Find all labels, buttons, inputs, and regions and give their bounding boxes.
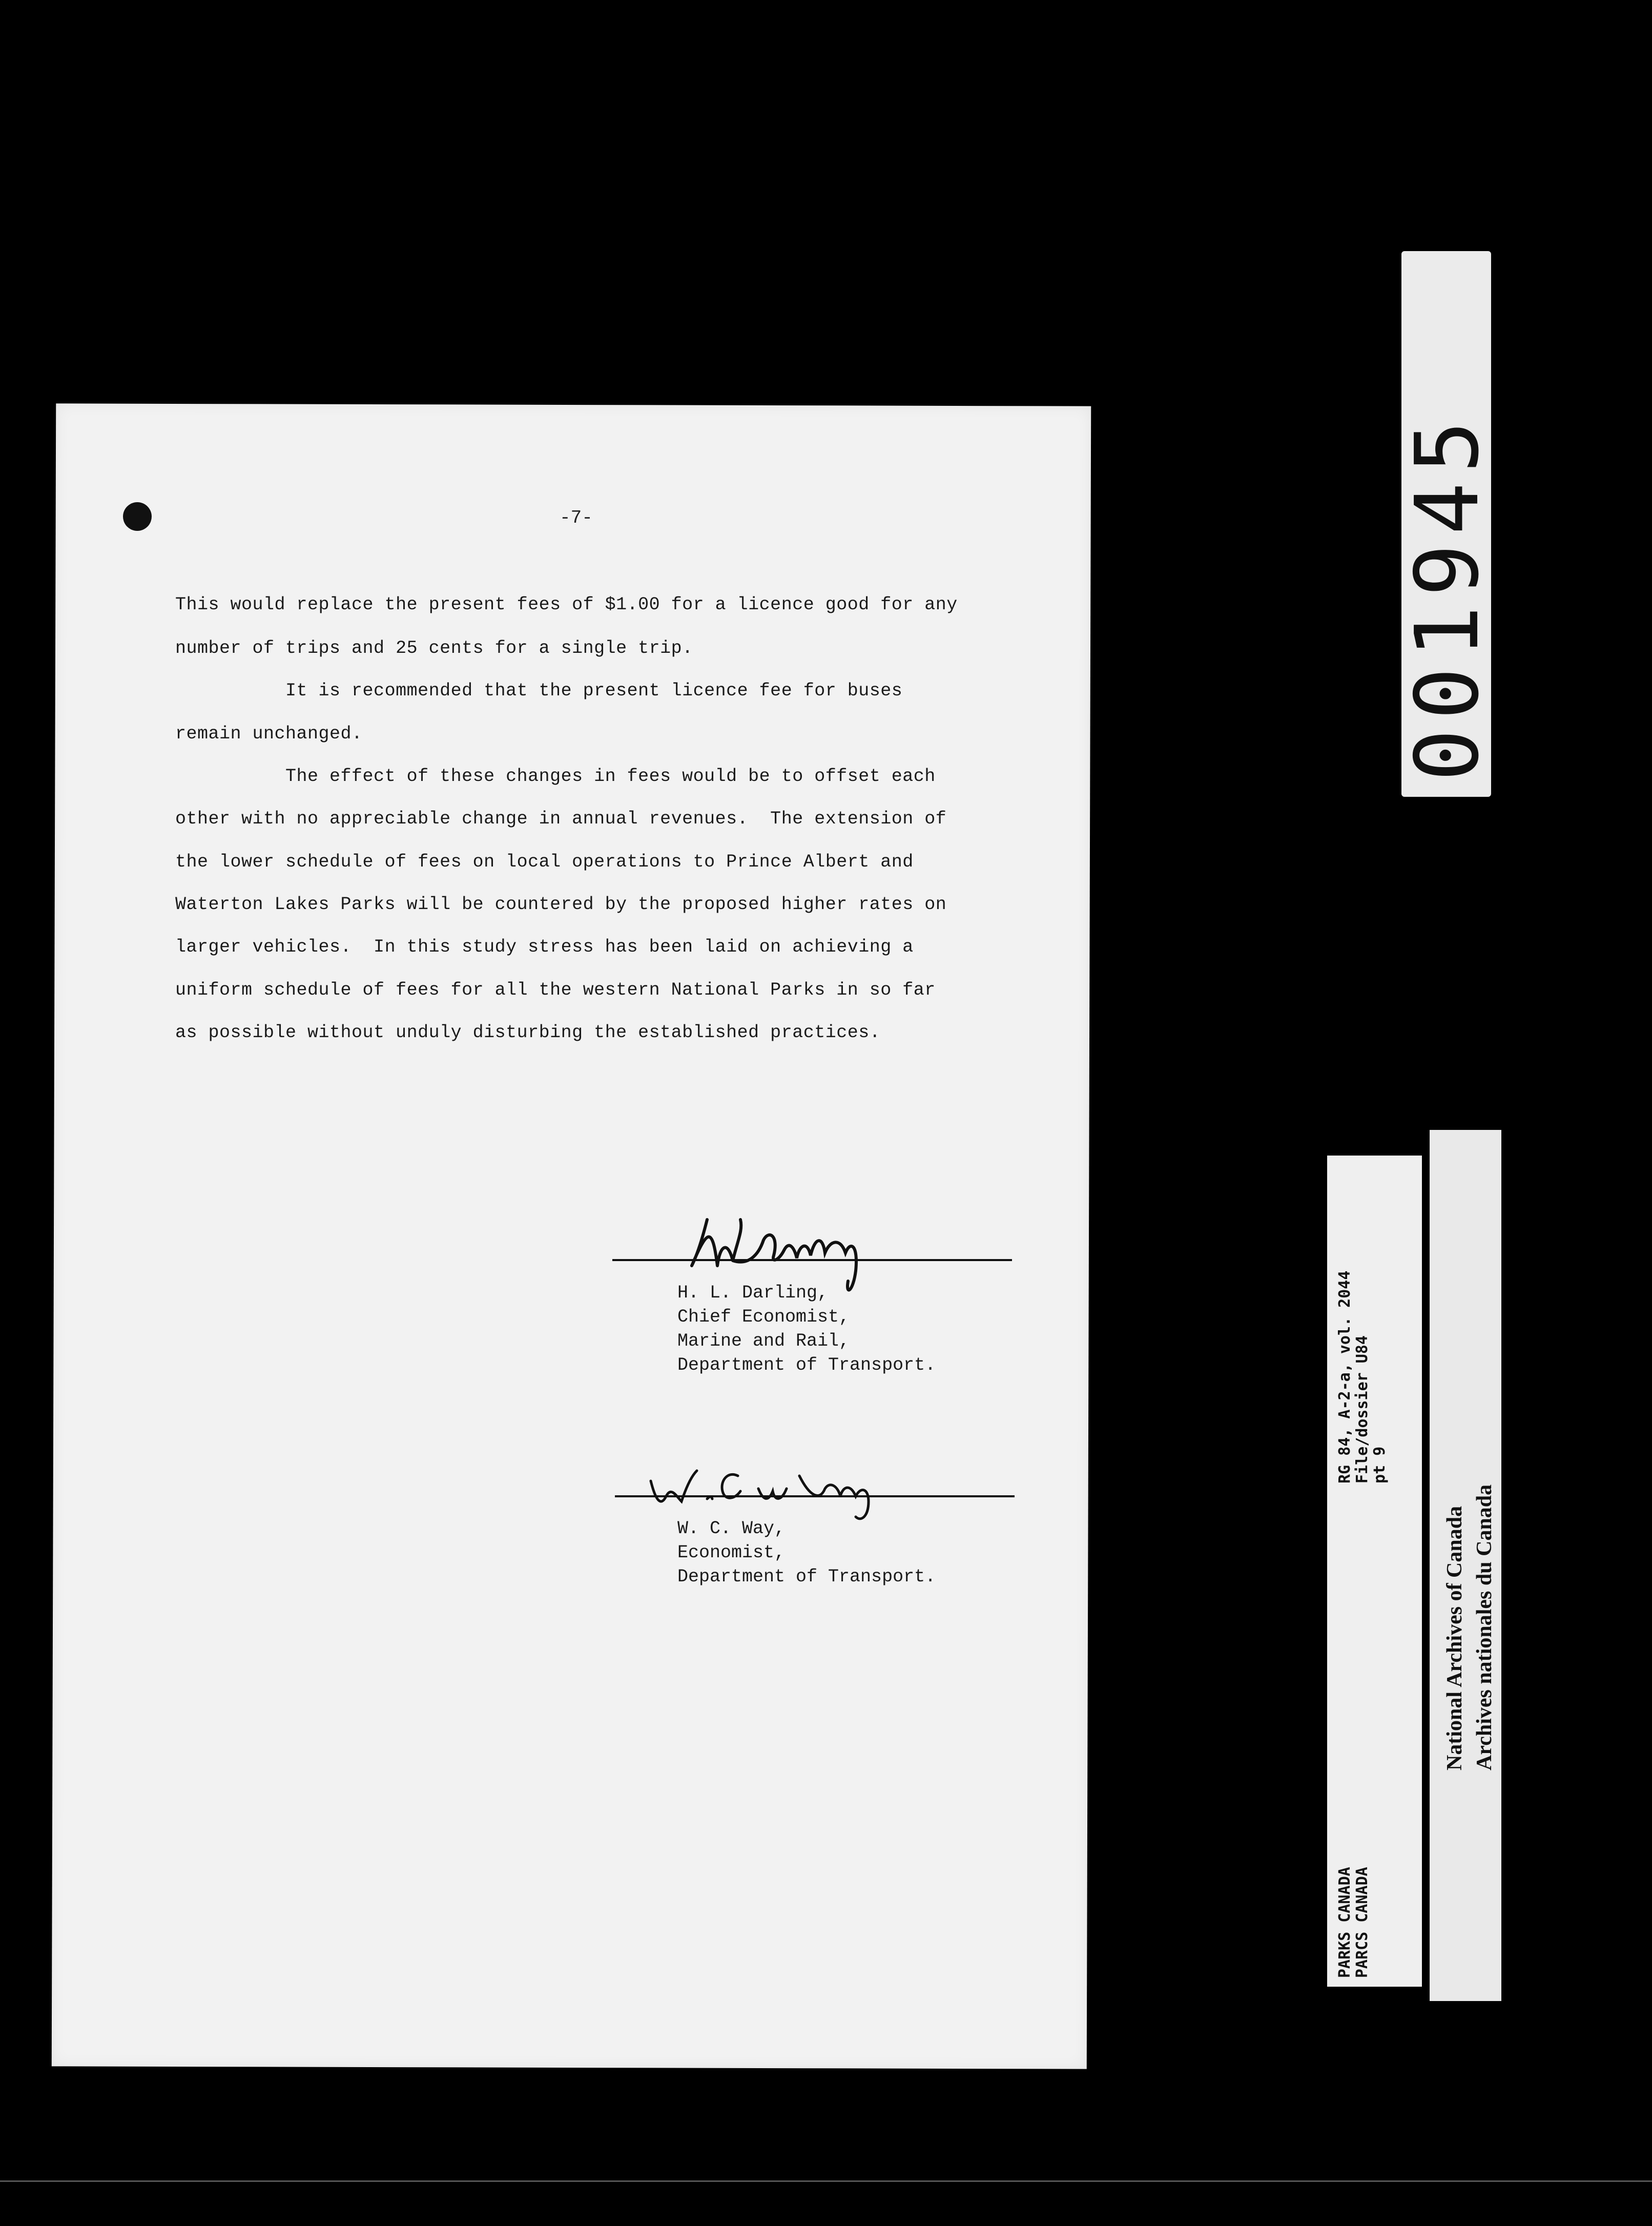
reference-line-3: pt 9 [1371,1446,1389,1483]
body-line: number of trips and 25 cents for a single trip. [175,638,693,658]
punch-hole [123,502,152,531]
archive-reference [1336,1271,1389,1483]
agency-en: PARKS CANADA [1336,1867,1354,1978]
body-line: as possible without unduly disturbing the established practices. [175,1022,881,1043]
signatory-1-department: Department of Transport. [677,1355,936,1375]
archives-fr: Archives nationales du Canada [1473,1484,1496,1770]
archives-label [1440,1485,1499,1770]
signatory-2-name: W. C. Way, [677,1518,786,1539]
archive-reference-card [1327,1156,1422,1987]
body-line: uniform schedule of fees for all the western National Parks in so far [175,980,936,1000]
body-line: This would replace the present fees of $1.00 for a licence good for any [175,594,958,615]
agency-label [1336,1867,1371,1978]
body-line: It is recommended that the present licence fee for buses [175,681,903,701]
signatory-1-block [677,1281,936,1377]
signatory-2-block [677,1517,936,1589]
body-line: remain unchanged. [175,724,363,744]
signature-line [615,1495,1015,1497]
body-line: the lower schedule of fees on local operations to Prince Albert and [175,852,914,872]
bottom-rule [0,2180,1652,2182]
body-line: larger vehicles. In this study stress has been laid on achieving a [175,937,914,957]
signatory-1-title: Chief Economist, [677,1307,850,1327]
page-number: -7- [560,507,593,528]
agency-fr: PARCS CANADA [1353,1867,1371,1978]
frame-number: 001945 [1397,411,1498,781]
reference-line-2: File/dossier U84 [1353,1335,1371,1483]
archives-en: National Archives of Canada [1443,1506,1467,1770]
body-line: The effect of these changes in fees would be to offset each [175,766,936,787]
signature-line [612,1259,1012,1261]
signatory-1-division: Marine and Rail, [677,1331,850,1351]
archives-card [1430,1130,1501,2001]
body-line: Waterton Lakes Parks will be countered by the proposed higher rates on [175,894,947,915]
signatory-1-name: H. L. Darling, [677,1283,829,1303]
signatory-2-title: Economist, [677,1542,786,1563]
reference-line-1: RG 84, A-2-a, vol. 2044 [1336,1270,1354,1483]
frame-number-strip [1397,251,1498,797]
signatory-2-department: Department of Transport. [677,1567,936,1587]
body-line: other with no appreciable change in annual revenues. The extension of [175,809,947,829]
